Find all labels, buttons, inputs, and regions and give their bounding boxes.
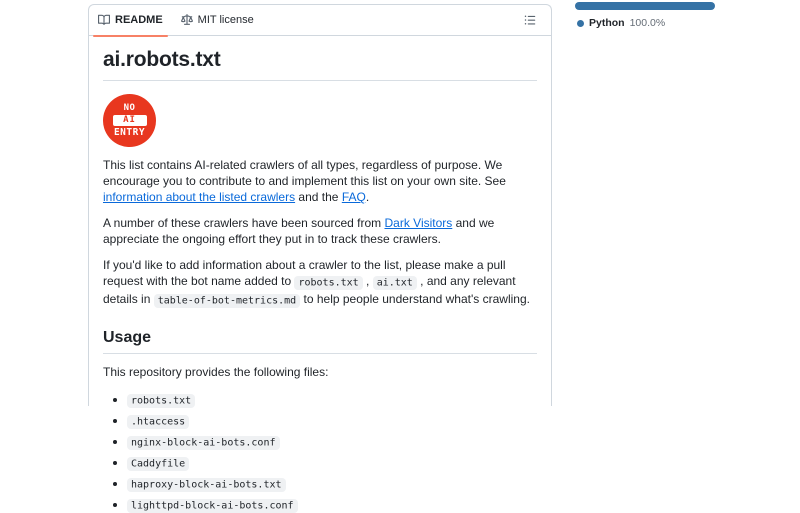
text-run: , [362,274,373,288]
file-list-item [127,476,537,490]
text-run: If you'd like to add information about a crawler to the list, please make a pull request with the bot name added to [103,258,506,288]
text-run: , and any relevant details in [103,274,516,306]
file-list-item [127,413,537,427]
inline-code: robots.txt [127,394,195,408]
inline-code: ai.txt [373,276,417,290]
tab-mit-license-label: MIT license [197,14,254,26]
usage-heading: Usage [103,329,537,354]
text-run: This list contains AI-related crawlers of all types, regardless of purpose. We encourage you to contribute to and implement this list on your own site. See [103,158,506,188]
language-percent: 100.0% [629,17,666,29]
inline-code: .htaccess [127,415,189,429]
text-run: and the [295,190,342,204]
inline-link[interactable]: FAQ [341,190,366,204]
readme-card-header [89,5,551,36]
file-list [127,392,537,511]
paragraph-contribute [103,257,537,309]
languages-section [575,2,715,29]
outline-button[interactable] [519,9,541,31]
logo-text-no: NO [123,102,136,113]
inline-code: Caddyfile [127,457,189,471]
inline-code: lighttpd-block-ai-bots.conf [127,499,298,513]
inline-code: nginx-block-ai-bots.conf [127,436,280,450]
inline-link[interactable]: information about the listed crawlers [103,190,296,204]
readme-card [88,4,552,511]
usage-intro: This repository provides the following files: [103,365,329,379]
language-item-python[interactable] [575,17,715,29]
tab-mit-license[interactable] [172,5,263,36]
logo-text-ai: AI [113,115,147,126]
file-list-item [127,497,537,511]
text-run: and we appreciate the ongoing effort they put in to track these crawlers. [103,216,495,246]
inline-code: robots.txt [294,276,362,290]
book-icon [98,14,110,26]
file-list-item [127,434,537,448]
text-run: A number of these crawlers have been sourced from [103,216,385,230]
inline-link[interactable]: Dark Visitors [384,216,453,230]
logo-text-entry: ENTRY [113,126,146,138]
list-unordered-icon [524,14,536,26]
readme-article [89,36,551,511]
paragraph-intro [103,157,537,205]
file-list-item [127,455,537,469]
python-dot-icon [577,20,584,27]
tab-readme-label: README [115,14,163,26]
paragraph-sources [103,215,537,247]
language-name: Python [589,17,625,29]
law-icon [181,14,193,26]
tab-readme[interactable] [89,5,172,36]
page-title: ai.robots.txt [103,48,537,81]
no-ai-entry-logo [103,94,156,147]
inline-code: haproxy-block-ai-bots.txt [127,478,286,492]
text-run: . [365,190,370,204]
language-bar[interactable] [575,2,715,10]
inline-code: table-of-bot-metrics.md [154,294,300,308]
text-run: to help people understand what's crawling. [300,292,530,306]
file-list-item [127,392,537,406]
